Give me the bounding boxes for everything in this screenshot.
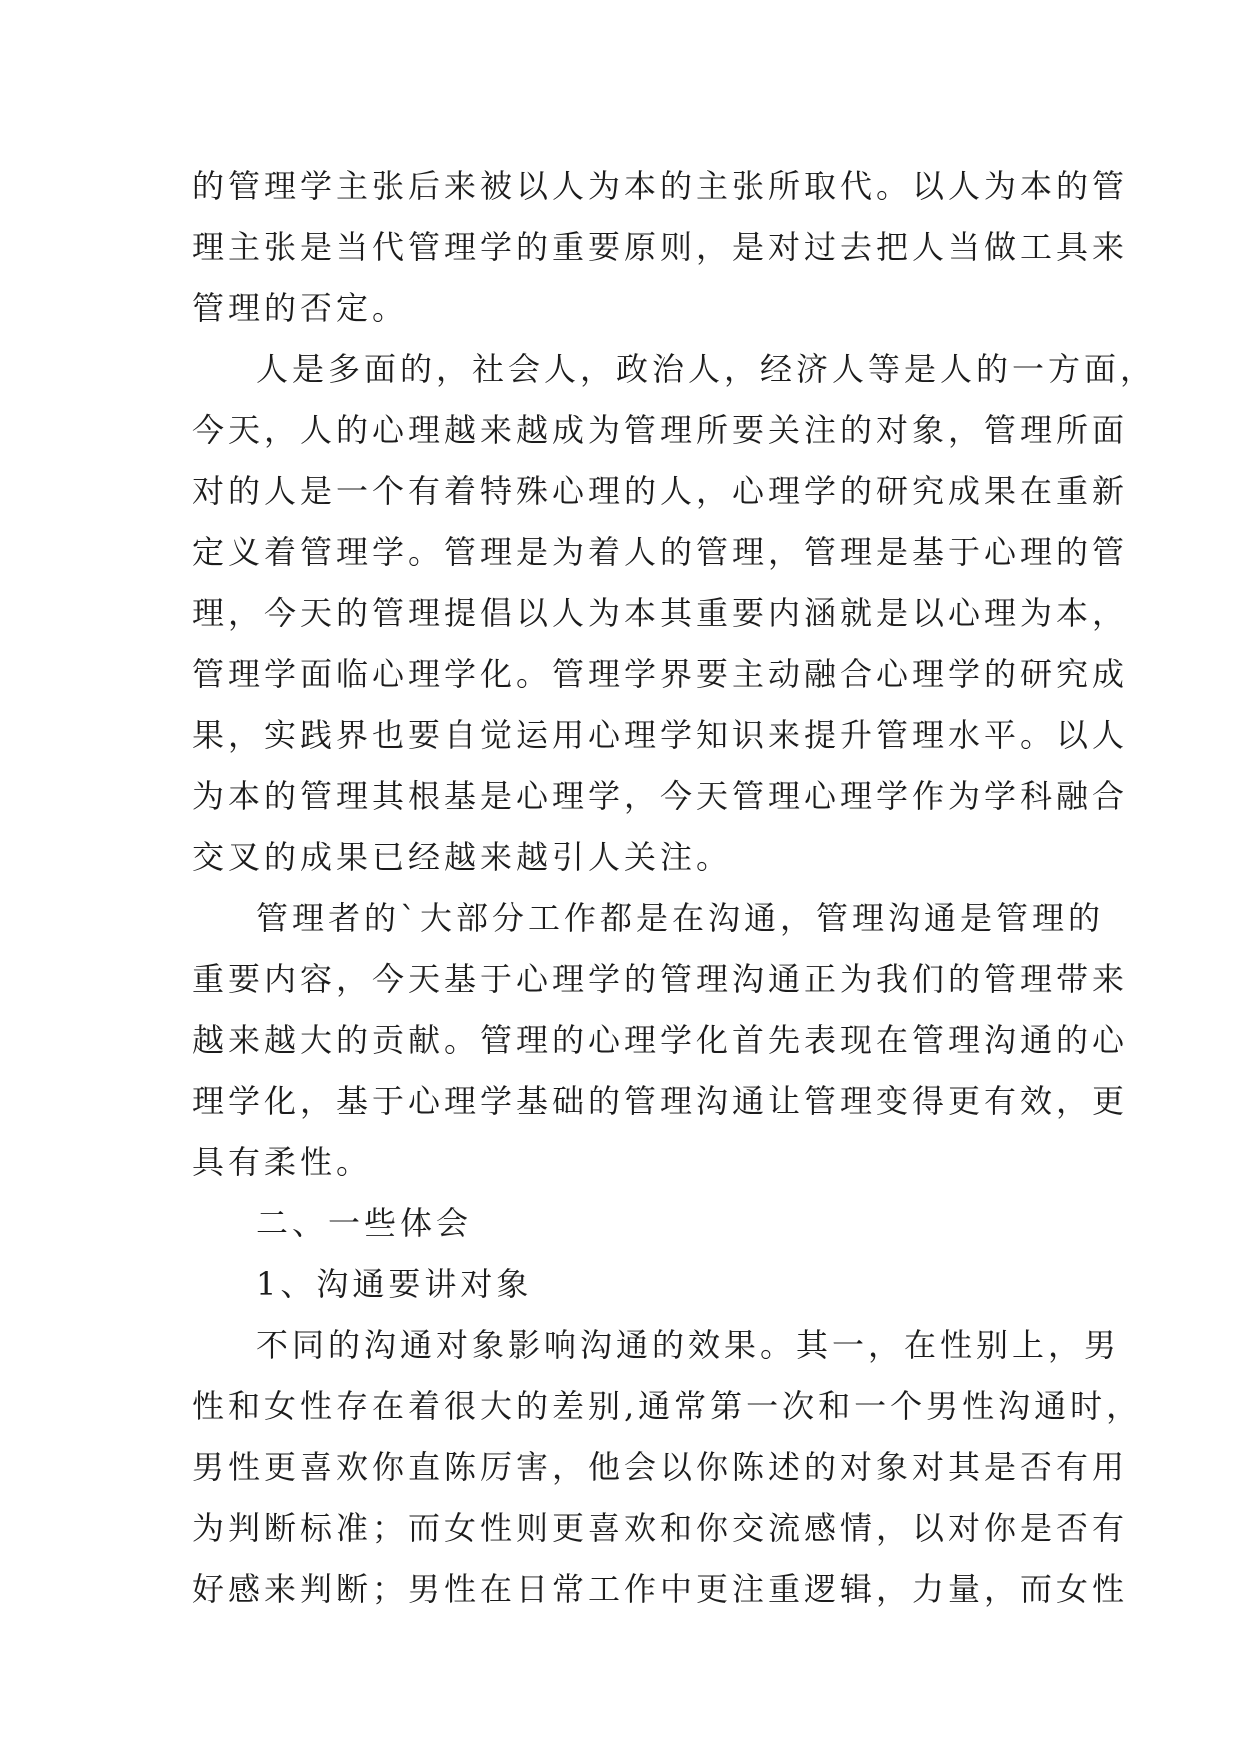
text-line: 具有柔性。 <box>192 1143 373 1181</box>
text-line: 性和女性存在着很大的差别,通常第一次和一个男性沟通时， <box>192 1387 1143 1425</box>
text-line: 果，实践界也要自觉运用心理学知识来提升管理水平。以人 <box>192 716 1129 754</box>
text-line: 交叉的成果已经越来越引人关注。 <box>192 838 733 876</box>
text-line: 为判断标准；而女性则更喜欢和你交流感情，以对你是否有 <box>192 1509 1129 1547</box>
text-line: 为本的管理其根基是心理学，今天管理心理学作为学科融合 <box>192 777 1129 815</box>
text-line: 对的人是一个有着特殊心理的人，心理学的研究成果在重新 <box>192 472 1129 510</box>
text-line: 理学化，基于心理学基础的管理沟通让管理变得更有效，更 <box>192 1082 1129 1120</box>
subsection-heading: 1、沟通要讲对象 <box>256 1265 533 1303</box>
text-line: 男性更喜欢你直陈厉害，他会以你陈述的对象对其是否有用 <box>192 1448 1129 1486</box>
section-heading: 二、一些体会 <box>256 1204 473 1242</box>
paragraph-first-line: 人是多面的，社会人，政治人，经济人等是人的一方面， <box>256 350 1157 388</box>
paragraph-first-line: 管理者的`大部分工作都是在沟通，管理沟通是管理的 <box>256 899 1105 937</box>
text-line: 越来越大的贡献。管理的心理学化首先表现在管理沟通的心 <box>192 1021 1129 1059</box>
text-line: 定义着管理学。管理是为着人的管理，管理是基于心理的管 <box>192 533 1129 571</box>
text-line: 好感来判断；男性在日常工作中更注重逻辑，力量，而女性 <box>192 1570 1129 1608</box>
text-line: 今天，人的心理越来越成为管理所要关注的对象，管理所面 <box>192 411 1129 449</box>
text-line: 管理学面临心理学化。管理学界要主动融合心理学的研究成 <box>192 655 1129 693</box>
text-line: 理主张是当代管理学的重要原则，是对过去把人当做工具来 <box>192 228 1129 266</box>
document-body <box>192 156 1157 1620</box>
paragraph-first-line: 不同的沟通对象影响沟通的效果。其一，在性别上，男 <box>256 1326 1121 1364</box>
text-line: 理，今天的管理提倡以人为本其重要内涵就是以心理为本， <box>192 594 1129 632</box>
text-line: 的管理学主张后来被以人为本的主张所取代。以人为本的管 <box>192 167 1129 205</box>
text-line: 重要内容，今天基于心理学的管理沟通正为我们的管理带来 <box>192 960 1129 998</box>
text-line: 管理的否定。 <box>192 289 409 327</box>
